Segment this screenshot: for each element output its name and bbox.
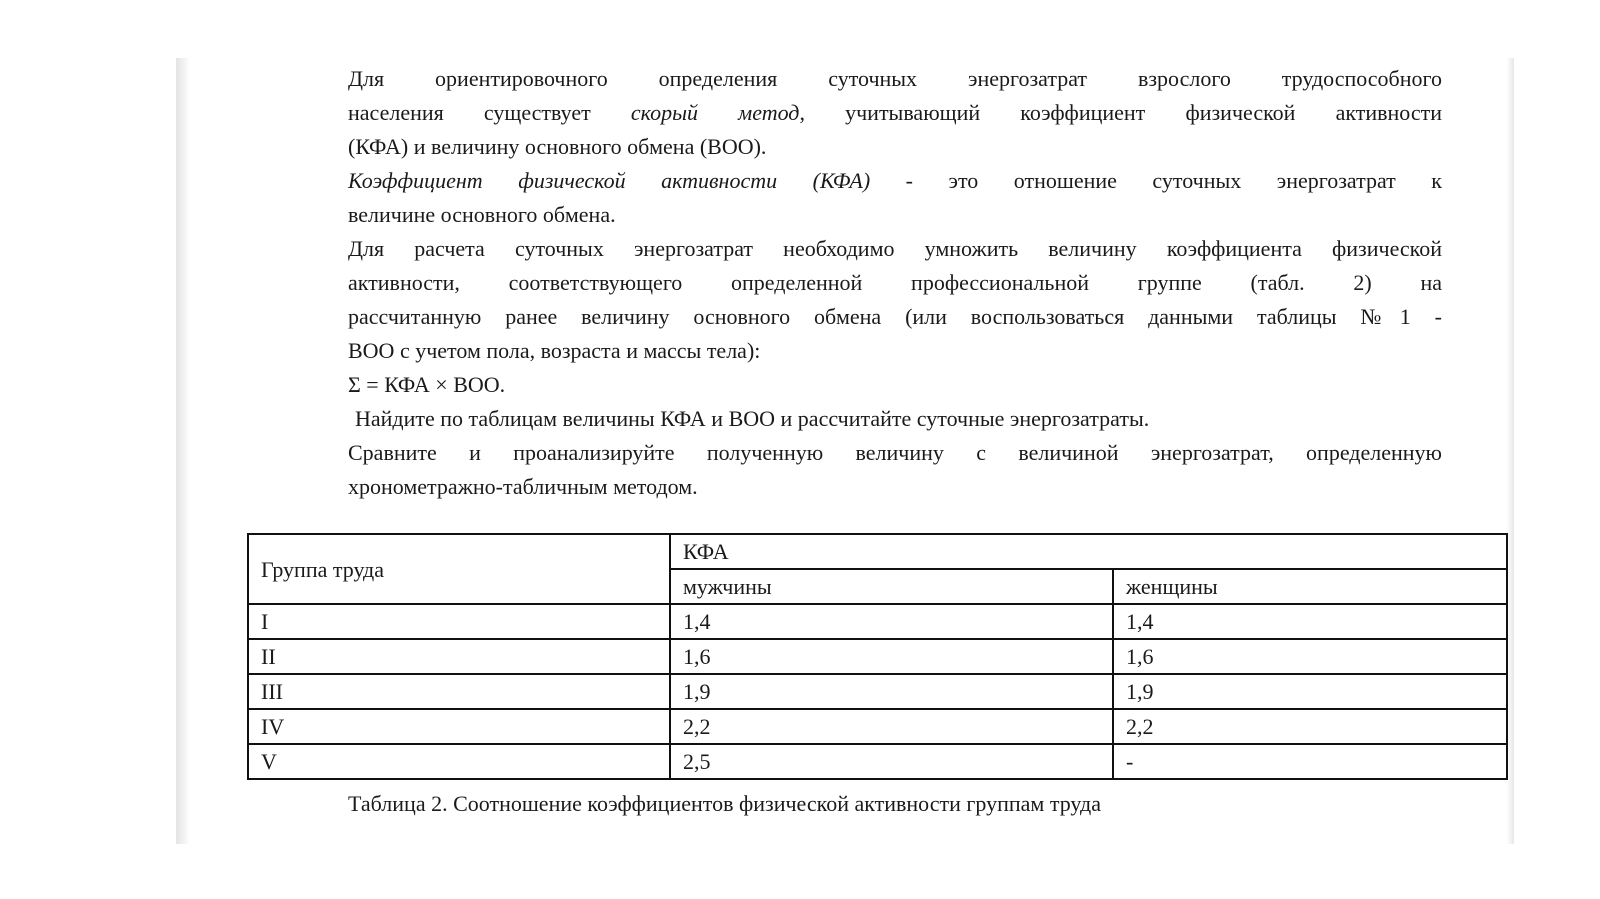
cell-women: 1,6 bbox=[1113, 639, 1507, 674]
kfa-table bbox=[247, 533, 1508, 780]
paragraph-intro-line-1: Для ориентировочного определения суточных энергозатрат взрослого трудоспособного bbox=[348, 66, 1442, 91]
table-header-row bbox=[248, 534, 1507, 569]
table-row bbox=[248, 674, 1507, 709]
paragraph-compare bbox=[348, 436, 1442, 504]
quick-method-term: скорый метод bbox=[630, 100, 800, 125]
cell-group: I bbox=[248, 604, 670, 639]
compare-line-2: хронометражно-табличным методом. bbox=[348, 474, 698, 499]
cell-group: II bbox=[248, 639, 670, 674]
table-row bbox=[248, 744, 1507, 779]
table-row bbox=[248, 639, 1507, 674]
table-caption: Таблица 2. Соотношение коэффициентов физической активности группам труда bbox=[348, 791, 1102, 816]
kfa-definition-line-1 bbox=[348, 164, 1442, 198]
cell-men: 2,2 bbox=[670, 709, 1113, 744]
calculation-line-2: активности, соответствующего определенной профессиональной группе (табл. 2) на bbox=[348, 270, 1442, 295]
paragraph-intro bbox=[348, 62, 1442, 164]
paragraph-intro-line-2 bbox=[348, 96, 1442, 130]
compare-line-1: Сравните и проанализируйте полученную величину с величиной энергозатрат, определенную bbox=[348, 440, 1442, 465]
paragraph-task: Найдите по таблицам величины КФА и ВОО и рассчитайте суточные энергозатраты. bbox=[355, 406, 1150, 431]
cell-group: III bbox=[248, 674, 670, 709]
cell-women: - bbox=[1113, 744, 1507, 779]
cell-men: 1,4 bbox=[670, 604, 1113, 639]
header-men: мужчины bbox=[670, 569, 1113, 604]
kfa-definition-text: - это отношение суточных энергозатрат к bbox=[870, 168, 1442, 193]
calculation-line-3: рассчитанную ранее величину основного обмена (или воспользоваться данными таблицы №1 - bbox=[348, 304, 1442, 329]
cell-group: IV bbox=[248, 709, 670, 744]
kfa-term: Коэффициент физической активности (КФА) bbox=[348, 168, 871, 193]
cell-women: 1,9 bbox=[1113, 674, 1507, 709]
cell-men: 2,5 bbox=[670, 744, 1113, 779]
paragraph-kfa-definition bbox=[348, 164, 1442, 232]
page-shadow-left bbox=[176, 58, 190, 844]
table-row bbox=[248, 709, 1507, 744]
cell-women: 2,2 bbox=[1113, 709, 1507, 744]
cell-group: V bbox=[248, 744, 670, 779]
calculation-line-1: Для расчета суточных энергозатрат необходимо умножить величину коэффициента физической bbox=[348, 236, 1442, 261]
cell-women: 1,4 bbox=[1113, 604, 1507, 639]
cell-men: 1,9 bbox=[670, 674, 1113, 709]
kfa-definition-line-2: величине основного обмена. bbox=[348, 202, 616, 227]
header-labor-group: Группа труда bbox=[248, 534, 670, 604]
paragraph-calculation bbox=[348, 232, 1442, 368]
header-women: женщины bbox=[1113, 569, 1507, 604]
document-body bbox=[348, 62, 1442, 504]
paragraph-intro-line-3: (КФА) и величину основного обмена (ВОО). bbox=[348, 134, 767, 159]
cell-men: 1,6 bbox=[670, 639, 1113, 674]
intro-text-after-method: , учитывающий коэффициент физической активности bbox=[799, 100, 1443, 125]
table-row bbox=[248, 604, 1507, 639]
formula: Σ = КФА × ВОО. bbox=[348, 372, 506, 397]
intro-text-before-method: населения существует bbox=[348, 100, 631, 125]
calculation-line-4: ВОО с учетом пола, возраста и массы тела): bbox=[348, 338, 761, 363]
header-kfa: КФА bbox=[670, 534, 1507, 569]
